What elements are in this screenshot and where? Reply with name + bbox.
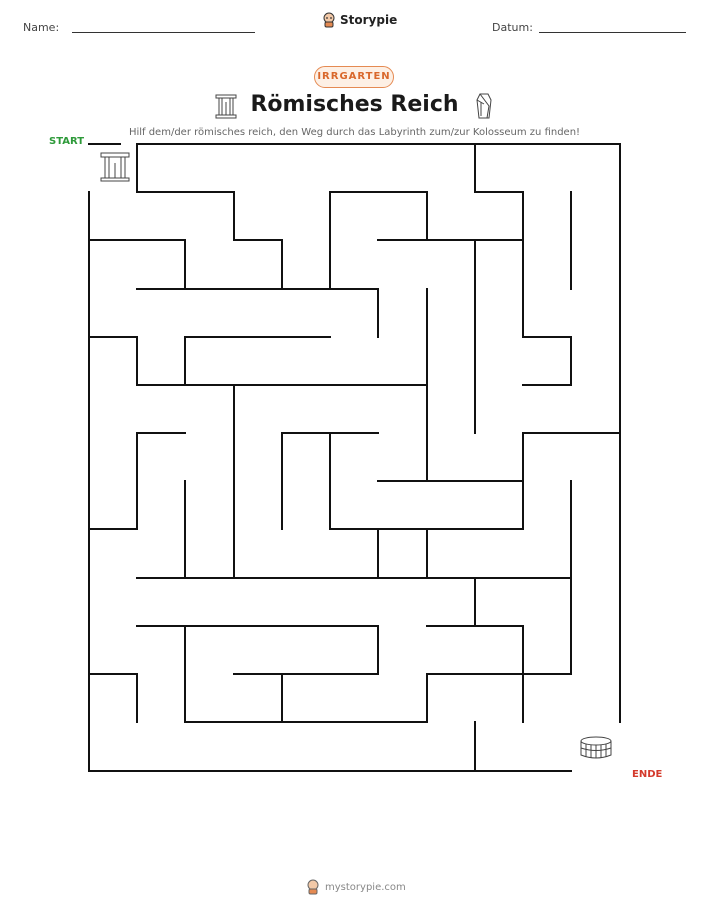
brand-name: Storypie — [340, 13, 398, 27]
start-label: START — [49, 136, 85, 147]
storypie-logo-icon — [306, 879, 320, 895]
colosseum-icon — [579, 735, 613, 761]
instructions: Hilf dem/der römisches reich, den Weg durch das Labyrinth zum/zur Kolosseum zu finden! — [128, 127, 581, 138]
date-label: Datum: — [492, 21, 533, 34]
footer — [306, 879, 406, 895]
maze-walls — [89, 144, 620, 771]
footer-site[interactable]: mystorypie.com — [325, 881, 406, 893]
column-ruin-icon — [99, 151, 131, 183]
end-label: ENDE — [632, 769, 663, 780]
worksheet-type-badge: IRRGARTEN — [314, 66, 394, 88]
page-title: Römisches Reich — [250, 92, 459, 117]
name-label: Name: — [23, 21, 60, 34]
